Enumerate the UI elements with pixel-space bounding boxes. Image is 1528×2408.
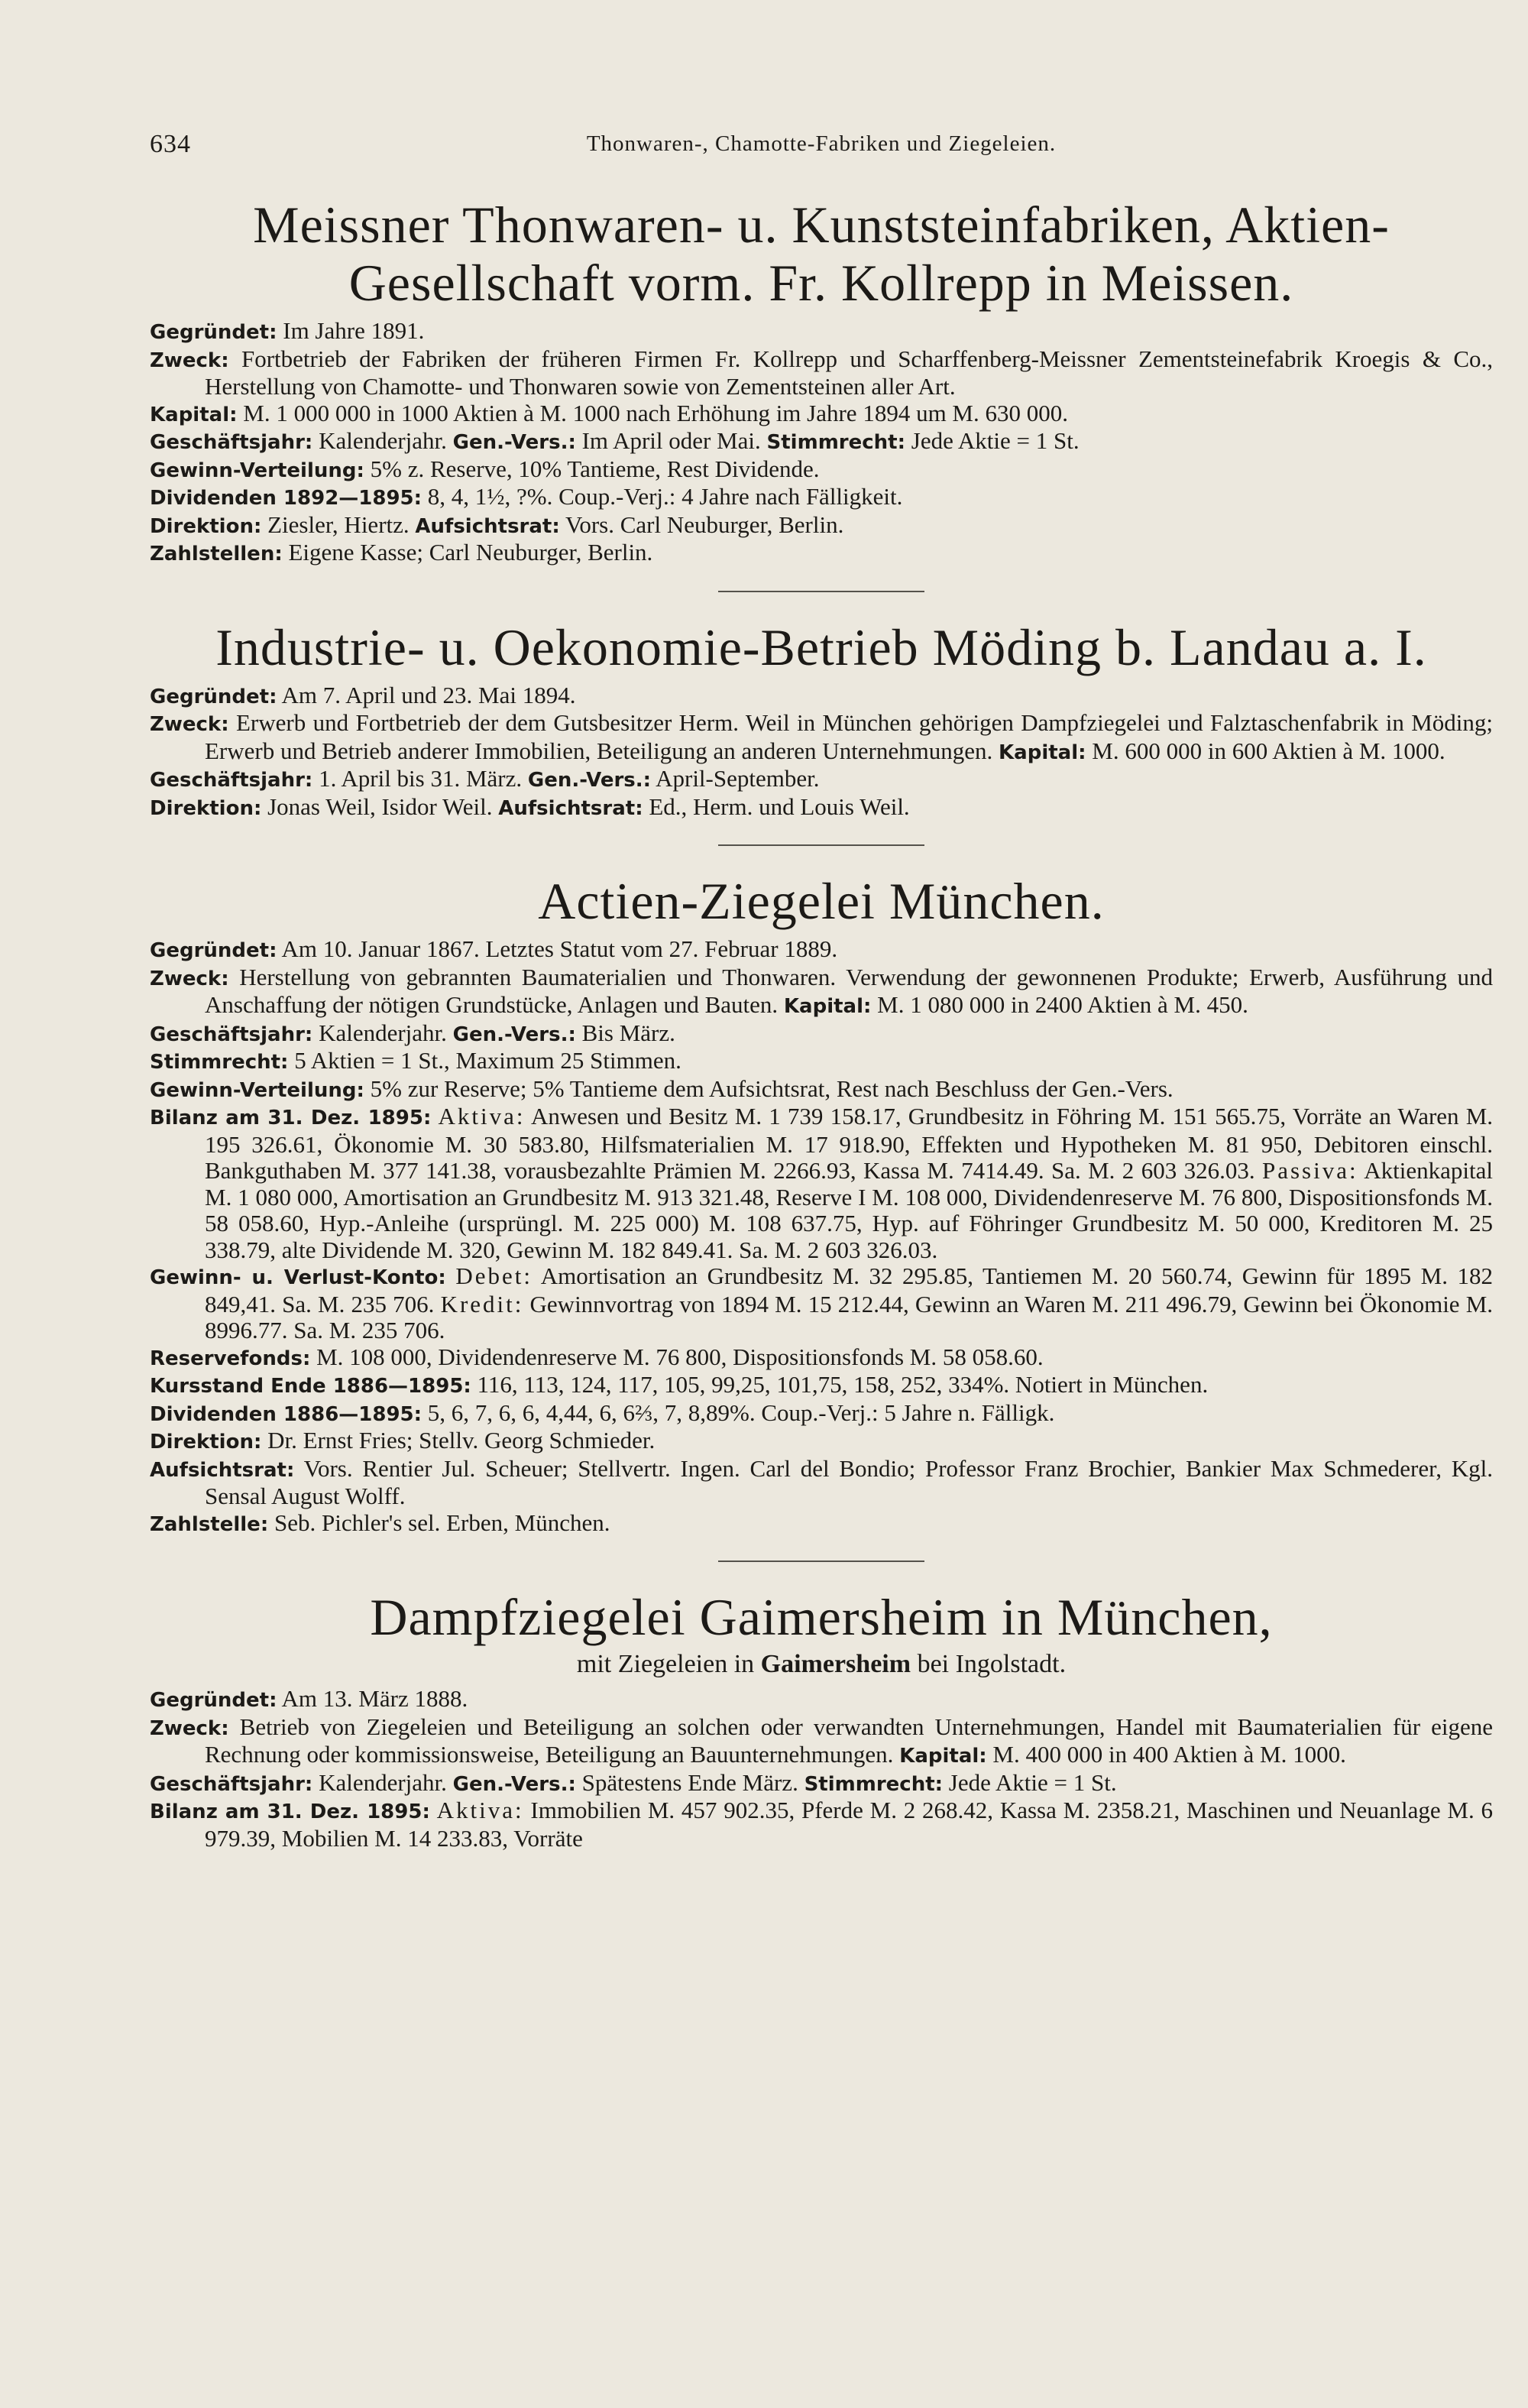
field-text: Herstellung von gebrannten Baumaterialien und Thonwaren. Verwendung der gewonnenen Produkte; Erwerb, Ausführung und Anschaffung der nötigen Grundstücke, Anlagen und Bauten. <box>205 963 1494 1018</box>
field-gewinn-verlust-konto <box>150 1263 1493 1344</box>
entry-meissner <box>150 318 1493 568</box>
field-geschaeftsjahr-genvers <box>150 766 1493 794</box>
field-label: Gegründet: <box>150 939 277 962</box>
field-text: Vors. Rentier Jul. Scheuer; Stellvertr. Ingen. Carl del Bondio; Professor Franz Brochier, Bankier Max Schmederer, Kgl. Sensal August Wolff. <box>205 1454 1493 1509</box>
section-divider <box>718 1561 924 1562</box>
field-label: Stimmrecht: <box>766 431 905 454</box>
field-text: M. 1 080 000 in 2400 Aktien à M. 450. <box>877 991 1248 1018</box>
field-label: Direktion: <box>150 1431 262 1454</box>
field-label: Gegründet: <box>150 1689 277 1712</box>
field-label: Direktion: <box>150 514 262 538</box>
field-label: Gewinn- u. Verlust-Konto: <box>150 1266 446 1289</box>
entry-moeding <box>150 682 1493 822</box>
subtitle-place: Gaimersheim <box>760 1650 911 1678</box>
field-label: Direktion: <box>150 796 262 820</box>
field-text: Kalenderjahr. <box>319 1019 447 1046</box>
field-label: Gewinn-Verteilung: <box>150 459 364 482</box>
field-text: Eigene Kasse; Carl Neuburger, Berlin. <box>288 539 653 566</box>
kredit-text: Gewinnvortrag von 1894 M. 15 212.44, Gewinn an Waren M. 211 496.79, Gewinn bei Ökonomie M. 8996.77. Sa. M. 235 706. <box>205 1290 1494 1343</box>
debet-label: Debet: <box>455 1262 533 1289</box>
company-title-gaimersheim: Dampfziegelei Gaimersheim in München, <box>370 1588 1273 1646</box>
field-reservefonds <box>150 1344 1493 1373</box>
field-geschaeftsjahr-genvers <box>150 1020 1493 1048</box>
field-text: Jonas Weil, Isidor Weil. <box>267 792 493 820</box>
running-title: Thonwaren-, Chamotte-Fabriken und Ziegeleien. <box>586 131 1057 156</box>
field-aufsichtsrat <box>150 1456 1493 1510</box>
field-zweck-kapital <box>150 710 1493 766</box>
field-text: Jede Aktie = 1 St. <box>948 1768 1117 1796</box>
field-gegruendet <box>150 318 1493 346</box>
field-label: Zweck: <box>150 348 229 372</box>
field-geschaeftsjahr-genvers-stimmrecht <box>150 1770 1493 1798</box>
field-bilanz <box>150 1104 1493 1263</box>
field-text: Vors. Carl Neuburger, Berlin. <box>565 510 844 538</box>
field-text: 1. April bis 31. März. <box>319 765 523 792</box>
field-label: Kapital: <box>999 741 1086 764</box>
field-text: Kalenderjahr. <box>319 1768 447 1796</box>
entry-actien-ziegelei <box>150 936 1493 1538</box>
field-text: Am 10. Januar 1867. Letztes Statut vom 27. Februar 1889. <box>281 935 838 962</box>
field-text: Dr. Ernst Fries; Stellv. Georg Schmieder. <box>267 1427 656 1454</box>
field-label: Geschäftsjahr: <box>150 1023 313 1046</box>
field-label: Bilanz am 31. Dez. 1895: <box>150 1800 430 1823</box>
field-dividenden <box>150 484 1493 512</box>
field-label: Gen.-Vers.: <box>452 1023 576 1046</box>
field-text: Erwerb und Fortbetrieb der dem Gutsbesitzer Herm. Weil in München gehörigen Dampfziegelei und Falztaschenfabrik in Möding; Erwerb und Betrieb anderer Immobilien, Beteiligung an anderen Unternehmungen. <box>205 709 1493 764</box>
field-zahlstellen <box>150 540 1493 568</box>
field-text: Am 7. April und 23. Mai 1894. <box>281 681 576 708</box>
field-gegruendet <box>150 1686 1493 1714</box>
passiva-text: Aktienkapital M. 1 080 000, Amortisation an Grundbesitz M. 913 321.48, Reserve I M. 108 000, Dividendenreserve M. 76 800, Dispositionsfonds M. 58 058.60, Hyp.-Anleihe (ursprüngl. M. 225 000) M. 108 637.75, Hyp. auf Föhringer Grundbesitz M. 50 000, Kreditoren M. 25 338.79, alte Dividende M. 320, Gewinn M. 182 849.41. Sa. M. 2 603 326.03. <box>205 1157 1494 1263</box>
field-text: Im Jahre 1891. <box>283 317 425 344</box>
field-text: Ziesler, Hiertz. <box>267 510 410 538</box>
section-divider <box>718 591 924 592</box>
company-title-actien-ziegelei: Actien-Ziegelei München. <box>538 872 1105 930</box>
field-text: 116, 113, 124, 117, 105, 99,25, 101,75, 158, 252, 334%. Notiert in München. <box>477 1371 1209 1398</box>
field-dividenden <box>150 1400 1493 1428</box>
passiva-label: Passiva: <box>1261 1157 1358 1184</box>
field-label: Gen.-Vers.: <box>452 1772 576 1796</box>
field-zahlstelle <box>150 1510 1493 1538</box>
field-label: Zahlstelle: <box>150 1512 269 1536</box>
company-title-meissner: Meissner Thonwaren- u. Kunststeinfabriken, Aktien-Gesellschaft vorm. Fr. Kollrepp in Meissen. <box>253 196 1390 312</box>
field-label: Kapital: <box>783 995 872 1018</box>
debet-text: Amortisation an Grundbesitz M. 32 295.85, Tantiemen M. 20 560.74, Gewinn für 1895 M. 182 849,41. Sa. M. 235 706. <box>205 1262 1493 1317</box>
field-text: Spätestens Ende März. <box>581 1768 798 1796</box>
entry-gaimersheim <box>150 1686 1493 1852</box>
field-text: M. 600 000 in 600 Aktien à M. 1000. <box>1092 737 1445 764</box>
field-text: Kalenderjahr. <box>319 427 447 454</box>
field-gewinnverteilung <box>150 456 1493 485</box>
field-text: Am 13. März 1888. <box>281 1685 468 1712</box>
field-zweck-kapital <box>150 964 1493 1020</box>
subtitle-post: bei Ingolstadt. <box>917 1650 1067 1678</box>
field-text: Fortbetrieb der Fabriken der früheren Firmen Fr. Kollrepp und Scharffenberg-Meissner Zementsteinefabrik Kroegis & Co., Herstellung von Chamotte- und Thonwaren sowie von Zementsteinen aller Art. <box>205 345 1494 400</box>
kredit-label: Kredit: <box>440 1290 524 1317</box>
field-gewinnverteilung <box>150 1076 1493 1104</box>
subtitle-pre: mit Ziegeleien in <box>576 1650 755 1678</box>
field-label: Kursstand Ende 1886—1895: <box>150 1375 471 1398</box>
field-text: M. 400 000 in 400 Aktien à M. 1000. <box>992 1741 1346 1768</box>
field-label: Gewinn-Verteilung: <box>150 1078 364 1102</box>
field-text: April-September. <box>656 765 820 792</box>
aktiva-text: Immobilien M. 457 902.35, Pferde M. 2 268.42, Kassa M. 2358.21, Maschinen und Neuanlage M. 6 979.39, Mobilien M. 14 233.83, Vorräte <box>205 1797 1494 1852</box>
field-text: M. 108 000, Dividendenreserve M. 76 800, Dispositionsfonds M. 58 058.60. <box>316 1343 1044 1370</box>
field-text: 5% z. Reserve, 10% Tantieme, Rest Dividende. <box>370 455 820 482</box>
field-text: Seb. Pichler's sel. Erben, München. <box>274 1509 610 1536</box>
section-divider <box>718 844 924 846</box>
field-text: M. 1 000 000 in 1000 Aktien à M. 1000 nach Erhöhung im Jahre 1894 um M. 630 000. <box>243 399 1068 426</box>
field-label: Kapital: <box>150 403 238 426</box>
field-gegruendet <box>150 936 1493 964</box>
field-label: Zweck: <box>150 713 229 736</box>
field-label: Gegründet: <box>150 685 277 708</box>
field-label: Gen.-Vers.: <box>527 769 652 792</box>
field-text: 8, 4, 1½, ?%. Coup.-Verj.: 4 Jahre nach Fälligkeit. <box>427 483 903 510</box>
field-label: Dividenden 1886—1895: <box>150 1402 422 1426</box>
field-label: Bilanz am 31. Dez. 1895: <box>150 1107 432 1129</box>
field-direktion-aufsichtsrat <box>150 512 1493 540</box>
field-text: Betrieb von Ziegeleien und Beteiligung an solchen oder verwandten Unternehmungen, Handel mit Baumaterialien für eigene Rechnung oder kommissionsweise, Beteiligung an Bauunternehmungen. <box>205 1713 1494 1768</box>
field-label: Dividenden 1892—1895: <box>150 487 422 510</box>
field-label: Zweck: <box>150 1716 229 1740</box>
running-header <box>150 115 1493 160</box>
field-text: Im April oder Mai. <box>581 427 761 454</box>
company-subtitle <box>150 1649 1493 1680</box>
field-direktion <box>150 1428 1493 1456</box>
field-label: Aufsichtsrat: <box>498 796 643 820</box>
field-stimmrecht <box>150 1048 1493 1076</box>
field-text: Ed., Herm. und Louis Weil. <box>649 792 910 820</box>
aktiva-label: Aktiva: <box>438 1103 526 1129</box>
field-zweck <box>150 346 1493 400</box>
field-text: Bis März. <box>581 1019 675 1046</box>
field-kapital <box>150 400 1493 429</box>
field-bilanz <box>150 1797 1493 1852</box>
field-label: Gen.-Vers.: <box>452 431 576 454</box>
field-label: Kapital: <box>899 1745 987 1768</box>
field-label: Geschäftsjahr: <box>150 1772 313 1796</box>
company-title-moeding: Industrie- u. Oekonomie-Betrieb Möding b. Landau a. I. <box>215 617 1427 676</box>
field-text: 5 Aktien = 1 St., Maximum 25 Stimmen. <box>294 1047 681 1074</box>
field-gegruendet <box>150 682 1493 711</box>
field-label: Stimmrecht: <box>804 1772 944 1796</box>
field-label: Stimmrecht: <box>150 1051 289 1074</box>
field-text: 5, 6, 7, 6, 6, 4,44, 6, 6⅔, 7, 8,89%. Coup.-Verj.: 5 Jahre n. Fälligk. <box>427 1398 1055 1426</box>
field-label: Geschäftsjahr: <box>150 431 313 454</box>
field-text: 5% zur Reserve; 5% Tantieme dem Aufsichtsrat, Rest nach Beschluss der Gen.-Vers. <box>370 1074 1174 1102</box>
field-label: Aufsichtsrat: <box>150 1458 295 1482</box>
field-zweck-kapital <box>150 1714 1493 1770</box>
field-label: Geschäftsjahr: <box>150 769 313 792</box>
page-number: 634 <box>150 130 191 158</box>
field-direktion-aufsichtsrat <box>150 794 1493 822</box>
aktiva-label: Aktiva: <box>436 1797 524 1823</box>
field-label: Zahlstellen: <box>150 543 283 566</box>
field-text: Jede Aktie = 1 St. <box>911 427 1080 454</box>
field-label: Gegründet: <box>150 321 277 344</box>
field-label: Aufsichtsrat: <box>415 514 560 538</box>
field-label: Reservefonds: <box>150 1347 311 1370</box>
field-label: Zweck: <box>150 967 229 990</box>
aktiva-text: Anwesen und Besitz M. 1 739 158.17, Grundbesitz in Föhring M. 151 565.75, Vorräte an Waren M. 195 326.61, Ökonomie M. 30 583.80, Hilfsmaterialien M. 17 918.90, Effekten und Hypotheken M. 81 950, Debitoren einschl. Bankguthaben M. 377 141.38, vorausbezahlte Prämien M. 2266.93, Kassa M. 7414.49. Sa. M. 2 603 326.03. <box>205 1103 1494 1184</box>
field-kursstand <box>150 1372 1493 1400</box>
field-geschaeftsjahr-genvers-stimmrecht <box>150 428 1493 456</box>
